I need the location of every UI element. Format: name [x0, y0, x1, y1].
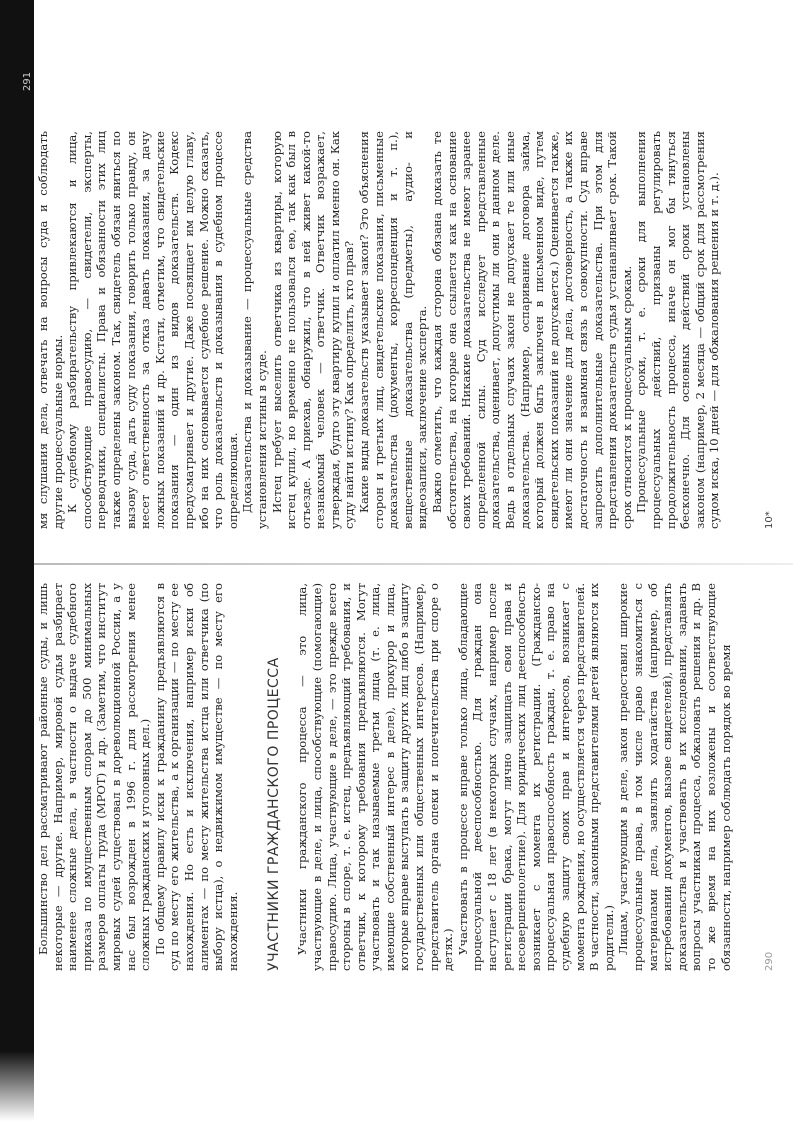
page-number: 290	[764, 951, 775, 971]
paragraph: Участники гражданского процесса — это лица, участвующие в деле, и лица, способствующие (помогающие) правосудию. Лица, участвующие в деле, — это прежде всего стороны в споре, т. е. истец, предъявляющий требования, и ответчик, к которому требования предъявляются. Могут участвовать и так называемые третьи лица (т. е. лица, имеющие собственный интерес в деле), прокурор и лица, которые вправе выступать в защиту других лиц либо в защиту государственных или общественных интересов. (Например, представитель органа опеки и попечительства при споре о детях.)	[295, 583, 456, 971]
scan-edge-fade	[0, 1051, 34, 1121]
bleed-through-page-number: 291	[22, 71, 33, 91]
paragraph: Участвовать в процессе вправе только лица, обладающие процессуальной дееспособностью. Для граждан она наступает с 18 лет (в некоторых случаях, например после регистрации брака, могут лично защищать свои права и несовершеннолетние). Для юридических лиц дееспособность возникает с момента их регистрации. (Гражданско-процессуальная правоспособность граждан, т. е. право на судебную защиту своих прав и интересов, возникает с момента рождения, но осуществляется через представителей. В частности, законными представителями детей являются их родители.)	[455, 583, 616, 971]
paragraph: По общему правилу иски к гражданину предъявляются в суд по месту его жительства, а к организации — по месту ее нахождения. Но есть и исключения, например иски об алиментах — по месту жительства истца или ответчика (по выбору истца), о недвижимом имуществе — по месту его нахождения.	[152, 583, 240, 971]
paragraph: Процессуальные сроки, т. е. сроки для выполнения процессуальных действий, призваны регулировать продолжительность процесса, иначе он мог бы тянуться бесконечно. Для основных действий сроки установлены законом (например, 2 месяца — общий срок для рассмотрения судом иска, 10 дней — для обжалования решения и т. д.).	[634, 131, 722, 529]
page-number: 10*	[764, 511, 775, 529]
paragraph: Большинство дел рассматривают районные суды, и лишь некоторые — другие. Например, мировой судья разбирает наименее сложные дела, в частности о выдаче судебного приказа по имущественным спорам до 500 минимальных размеров оплаты труда (МРОТ) и др. (Заметим, что институт мировых судей существовал в дореволюционной России, а у нас был возрожден в 1996 г. для рассмотрения менее сложных гражданских и уголовных дел.)	[36, 583, 153, 971]
paragraph: Лицам, участвующим в деле, закон предоставил широкие процессуальные права, в том числе право знакомиться с материалами дела, заявлять ходатайства (например, об истребовании документов, вызове свидетелей), представлять доказательства и участвовать в их исследовании, задавать вопросы участникам процесса, обжаловать решения и др. В то же время на них возложены и соответствующие обязанности, например соблюдать порядок во время	[616, 583, 733, 971]
paragraph: мя слушания дела, отвечать на вопросы суда и соблюдать другие процессуальные нормы.	[36, 131, 65, 529]
right-page-text	[36, 131, 776, 529]
paragraph: Какие виды доказательств указывает закон? Это объяснения сторон и третьих лиц, свидетельские показания, письменные доказательства (документы, корреспонденция и т. п.), вещественные доказательства (предметы), аудио- и видеозаписи, заключение эксперта.	[357, 131, 430, 529]
scan-edge-shadow	[0, 0, 34, 1121]
definition-paragraph: Доказательства и доказывание — процессуальные средства установления истины в суде.	[240, 131, 269, 529]
paragraph: Истец требует выселить ответчика из квартиры, которую истец купил, но временно не пользовался ею, так как был в отъезде. А приехав, обнаружил, что в ней живет какой-то незнакомый человек — ответчик. Ответчик возражает, утверждая, будто эту квартиру купил и оплатил именно он. Как суду найти истину? Как определить, кто прав?	[269, 131, 357, 529]
book-gutter	[34, 563, 793, 565]
left-page-text	[36, 583, 776, 971]
paragraph: К судебному разбирательству привлекаются и лица, способствующие правосудию, — свидетели, эксперты, переводчики, специалисты. Права и обязанности этих лиц также определены законом. Так, свидетель обязан явиться по вызову суда, дать суду показания, говорить только правду, он несет ответственность за отказ давать показания, за дачу ложных показаний и др. Кстати, отметим, что свидетельские показания — один из видов доказательств. Кодекс предусматривает и другие. Даже посвящает им целую главу, ибо на них основывается судебное решение. Можно сказать, что роль доказательств и доказывания в судебном процессе определяющая.	[65, 131, 240, 529]
paragraph: Важно отметить, что каждая сторона обязана доказать те обстоятельства, на которые она ссылается как на основание своих требований. Никакие доказательства не имеют заранее определенной силы. Суд исследует представленные доказательства, оценивает, допустимы ли они в данном деле. Ведь в отдельных случаях закон не допускает те или иные доказательства. (Например, оспаривание договора займа, который должен быть заключен в письменном виде, путем свидетельских показаний не допускается.) Оценивается также, имеют ли они значение для дела, достоверность, а также их достаточность и взаимная связь в совокупности. Суд вправе запросить дополнительные доказательства. При этом для представления доказательств судья устанавливает срок. Такой срок относится к процессуальным срокам.	[430, 131, 634, 529]
section-heading: УЧАСТНИКИ ГРАЖДАНСКОГО ПРОЦЕССА	[266, 657, 283, 971]
